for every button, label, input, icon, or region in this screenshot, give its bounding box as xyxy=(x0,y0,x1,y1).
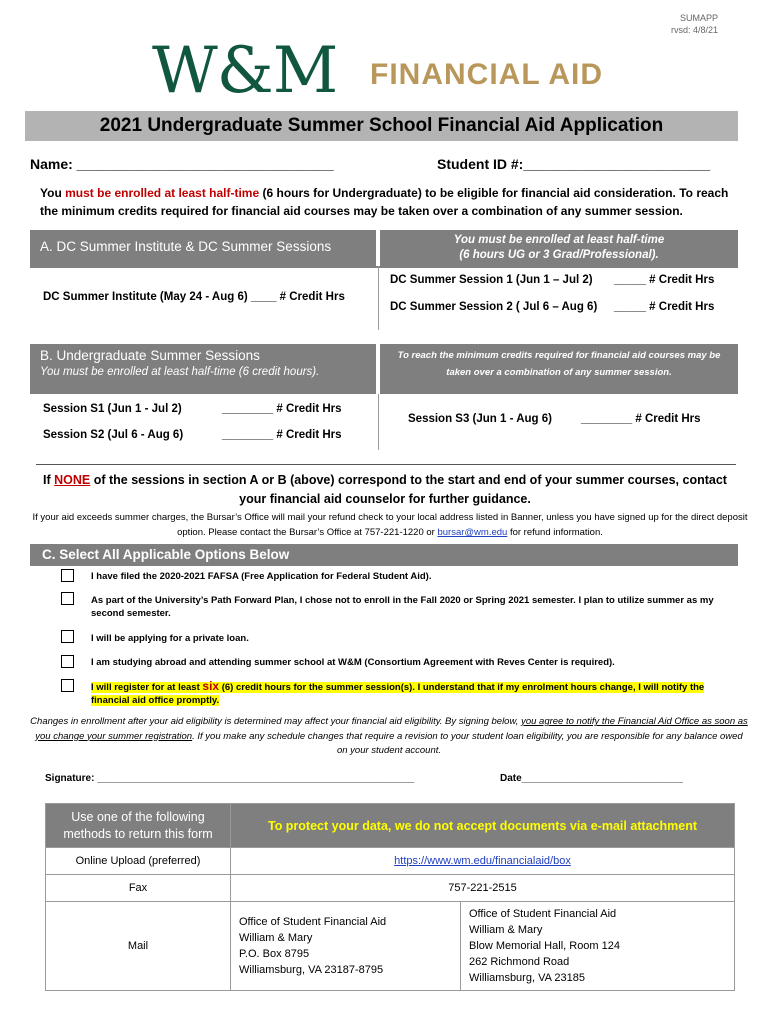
revision-date: rvsd: 4/8/21 xyxy=(670,25,718,35)
if-none-post: of the sessions in section A or B (above) correspond to the start and end of your summer courses, contact your financial aid counselor for further guidance. xyxy=(90,473,727,506)
checkbox-fafsa[interactable] xyxy=(61,569,74,582)
changes-text: Changes in enrollment after your aid eligibility is determined may affect your financial aid eligibility. By signing below, xyxy=(30,716,522,727)
section-c-heading: C. Select All Applicable Options Below xyxy=(30,544,738,566)
section-b-note-line2: taken over a combination of any summer session. xyxy=(446,367,672,378)
upload-label: Online Upload (preferred) xyxy=(46,848,231,875)
divider xyxy=(36,464,736,465)
section-b-heading: B. Undergraduate Summer Sessions xyxy=(40,348,260,363)
student-id-field[interactable]: Student ID #:________________________ xyxy=(437,156,711,172)
option-path-forward-label: As part of the University’s Path Forward Plan, I chose not to enroll in the Fall 2020 or Spring 2021 semester. I plan to utilize summer as my second semester. xyxy=(91,595,714,619)
section-b-heading-box xyxy=(30,344,376,394)
wm-logo: W&M xyxy=(152,34,338,108)
address-line: P.O. Box 8795 xyxy=(239,948,310,960)
mail-address-po-box xyxy=(231,902,461,991)
section-a-note-line2: (6 hours UG or 3 Grad/Professional). xyxy=(459,249,659,261)
session-s1-label: Session S1 (Jun 1 - Jul 2) xyxy=(43,403,182,415)
name-label: Name: xyxy=(30,156,73,172)
option-six-text-end: financial aid office promptly. xyxy=(91,695,220,706)
changes-emphasis: you agree to notify the Financial Aid Office as soon as you change your summer registration xyxy=(35,716,748,742)
session-s1-credit-field[interactable]: ________ # Credit Hrs xyxy=(222,403,342,415)
divider xyxy=(378,266,379,330)
dc-session-1-label: DC Summer Session 1 (Jun 1 – Jul 2) xyxy=(390,274,593,286)
page-title: 2021 Undergraduate Summer School Financial Aid Application xyxy=(99,115,664,136)
divider xyxy=(30,266,738,268)
address-line: 262 Richmond Road xyxy=(469,956,570,968)
session-s2-credit-field[interactable]: ________ # Credit Hrs xyxy=(222,429,342,441)
return-methods-table xyxy=(45,803,735,991)
section-b-note-line1: To reach the minimum credits required for financial aid courses may be xyxy=(397,350,721,361)
form-code xyxy=(671,12,718,36)
fax-number: 757-221-2515 xyxy=(231,875,735,902)
section-a-note-line1: You must be enrolled at least half-time xyxy=(453,234,665,246)
financial-aid-logo-text: FINANCIAL AID xyxy=(370,58,603,91)
checkbox-six-credits[interactable] xyxy=(61,679,74,692)
if-none-emphasis: NONE xyxy=(54,473,91,487)
address-line: Williamsburg, VA 23185 xyxy=(469,972,585,984)
changes-text-rest: . If you make any schedule changes that require a revision to your student loan eligibility, you are responsible for any balance owed on your student account. xyxy=(192,730,743,756)
refund-notice xyxy=(30,510,750,540)
dc-session-2-label: DC Summer Session 2 ( Jul 6 – Aug 6) xyxy=(390,301,598,313)
option-study-abroad-label: I am studying abroad and attending summer school at W&M (Consortium Agreement with Reves Center is required). xyxy=(91,657,615,668)
table-row xyxy=(46,804,735,848)
table-row xyxy=(46,848,735,875)
form-code-label: SUMAPP xyxy=(679,13,718,23)
bursar-email-link[interactable]: bursar@wm.edu xyxy=(437,527,508,538)
if-none-notice xyxy=(40,471,730,509)
table-row xyxy=(46,902,735,991)
table-row xyxy=(46,875,735,902)
name-line[interactable]: _________________________________ xyxy=(72,156,334,172)
refund-tail: for refund information. xyxy=(507,527,603,538)
if-none-pre: If xyxy=(43,473,55,487)
session-s2-label: Session S2 (Jul 6 - Aug 6) xyxy=(43,429,184,441)
upload-link[interactable]: https://www.wm.edu/financialaid/box xyxy=(394,855,571,867)
checkbox-private-loan[interactable] xyxy=(61,630,74,643)
option-six-credits-label xyxy=(91,680,741,707)
eligibility-intro xyxy=(40,184,730,220)
title-bar xyxy=(25,111,738,141)
address-line: William & Mary xyxy=(239,932,313,944)
enrollment-change-notice xyxy=(30,715,748,759)
table-header-email-warning: To protect your data, we do not accept documents via e-mail attachment xyxy=(231,804,735,848)
checkbox-study-abroad[interactable] xyxy=(61,655,74,668)
dc-session-2-credit-field[interactable]: _____ # Credit Hrs xyxy=(614,301,715,313)
intro-text: You xyxy=(40,186,66,200)
option-six-emphasis: six xyxy=(202,679,220,693)
session-s3-label: Session S3 (Jun 1 - Aug 6) xyxy=(408,413,552,425)
date-field[interactable]: Date_____________________________ xyxy=(500,773,683,784)
table-header-methods: Use one of the following methods to return this form xyxy=(46,804,231,848)
refund-text: If your aid exceeds summer charges, the Bursar’s Office will mail your refund check to your local address listed in Banner, unless you have signed up for the direct deposit option. Please contact the Bursar’s Office at 757-221-1220 or xyxy=(32,512,748,538)
address-line: Williamsburg, VA 23187-8795 xyxy=(239,964,384,976)
address-line: Office of Student Financial Aid xyxy=(469,908,617,920)
mail-label: Mail xyxy=(46,902,231,991)
section-b-subheading: You must be enrolled at least half-time (6 credit hours). xyxy=(40,366,320,378)
address-line: William & Mary xyxy=(469,924,543,936)
divider xyxy=(378,394,379,450)
intro-emphasis: must be enrolled at least half-time xyxy=(65,186,260,200)
dc-session-1-credit-field[interactable]: _____ # Credit Hrs xyxy=(614,274,715,286)
option-fafsa-label: I have filed the 2020-2021 FAFSA (Free Application for Federal Student Aid). xyxy=(91,571,432,582)
section-b-note xyxy=(380,344,738,394)
section-a-note xyxy=(380,230,738,266)
signature-field[interactable]: Signature: _________________________________________________________ xyxy=(45,773,415,784)
section-a-heading: A. DC Summer Institute & DC Summer Sessions xyxy=(30,230,376,266)
dc-institute-credit-field[interactable]: DC Summer Institute (May 24 - Aug 6) ____ # Credit Hrs xyxy=(43,291,345,303)
fax-label: Fax xyxy=(46,875,231,902)
name-field[interactable] xyxy=(30,156,334,172)
address-line: Blow Memorial Hall, Room 124 xyxy=(469,940,620,952)
session-s3-credit-field[interactable]: ________ # Credit Hrs xyxy=(581,413,701,425)
option-six-text-rest: (6) credit hours for the summer session(s). I understand that if my enrolment hours change, I will notify the xyxy=(219,682,705,693)
mail-address-street xyxy=(461,902,735,991)
checkbox-path-forward[interactable] xyxy=(61,592,74,605)
option-private-loan-label: I will be applying for a private loan. xyxy=(91,633,249,644)
upload-cell xyxy=(231,848,735,875)
intro-text-rest: (6 hours for Undergraduate) to be eligible for financial aid consideration. To reach the minimum credits required for financial aid courses may be taken over a combination of any summer session. xyxy=(40,186,729,218)
address-line: Office of Student Financial Aid xyxy=(239,916,387,928)
option-six-text: I will register for at least xyxy=(91,682,203,693)
